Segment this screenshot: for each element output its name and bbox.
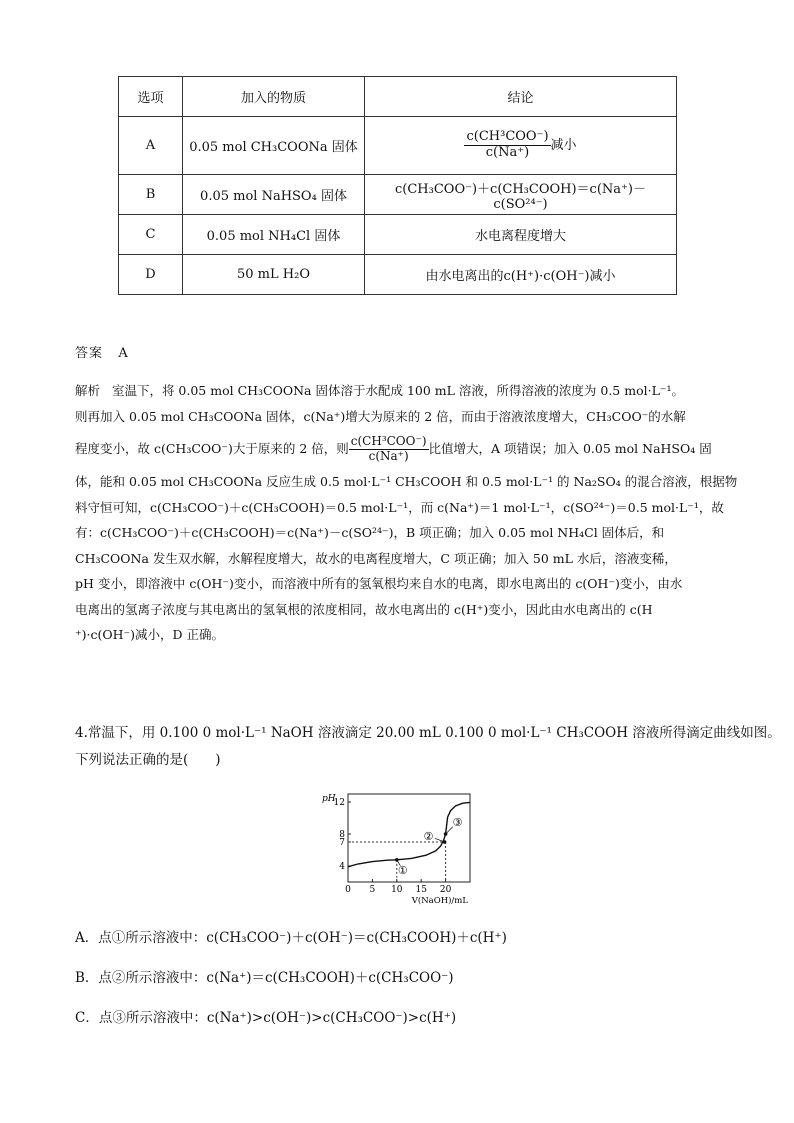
x-tick-label-20: 20 xyxy=(439,885,452,895)
analysis-line-3a: 程度变小，故 c(CH₃COO⁻)大于原来的 2 倍，则 xyxy=(75,441,349,456)
x-tick-label-10: 10 xyxy=(391,885,403,895)
x-tick-label-0: 0 xyxy=(345,885,351,895)
row-b-option: B xyxy=(119,175,183,215)
y-tick-label-4: 4 xyxy=(339,862,345,872)
analysis-line-6: 有：c(CH₃COO⁻)＋c(CH₃COOH)＝c(Na⁺)－c(SO²⁴⁻)，B 项正确；加入 0.05 mol NH₄Cl 固体后，和 xyxy=(75,525,665,540)
ratio-fraction xyxy=(464,130,550,161)
x-tick-label-5: 5 xyxy=(369,885,376,895)
row-b-substance: 0.05 mol NaHSO₄ 固体 xyxy=(183,175,365,215)
point-label-1: ① xyxy=(397,863,408,877)
titration-curve-line xyxy=(348,802,470,866)
row-d-option: D xyxy=(119,255,183,295)
analysis-fraction xyxy=(349,435,429,464)
point-2 xyxy=(443,840,447,844)
header-option: 选项 xyxy=(119,77,183,117)
row-a-conclusion xyxy=(365,117,677,175)
conclusion-suffix: 减小 xyxy=(550,138,577,153)
row-c-conclusion: 水电离程度增大 xyxy=(365,215,677,255)
answer-value: A xyxy=(118,346,129,361)
row-c-option: C xyxy=(119,215,183,255)
answer-label: 答案 xyxy=(75,346,104,361)
options-table xyxy=(118,76,677,295)
analysis-line-1: 室温下，将 0.05 mol CH₃COONa 固体溶于水配成 100 mL 溶液，所得溶液的浓度为 0.5 mol·L⁻¹。 xyxy=(111,383,684,398)
fraction-denominator: c(Na⁺) xyxy=(485,145,530,160)
header-conclusion: 结论 xyxy=(365,77,677,117)
analysis-fraction-denominator: c(Na⁺) xyxy=(368,449,409,463)
analysis-label: 解析 xyxy=(75,383,101,398)
analysis-line-9: 电离出的氢离子浓度与其电离出的氢氧根的浓度相同，故水电离出的 c(H⁺)变小，因此由水电离出的 c(H xyxy=(75,601,653,617)
option-c: C．点③所示溶液中：c(Na⁺)>c(OH⁻)>c(CH₃COO⁻)>c(H⁺) xyxy=(75,1010,457,1026)
option-a: A．点①所示溶液中：c(CH₃COO⁻)＋c(OH⁻)＝c(CH₃COOH)＋c(H⁺) xyxy=(75,930,507,946)
y-tick-label-12: 12 xyxy=(333,798,345,808)
row-d-substance: 50 mL H₂O xyxy=(183,255,365,295)
analysis-block xyxy=(75,378,738,648)
row-a-substance: 0.05 mol CH₃COONa 固体 xyxy=(183,117,365,175)
y-tick-label-7: 7 xyxy=(339,838,345,848)
analysis-line-7: CH₃COONa 发生双水解，水解程度增大，故水的电离程度增大，C 项正确；加入 50 mL 水后，溶液变稀， xyxy=(75,550,677,566)
x-axis-label: V(NaOH)/mL xyxy=(411,896,468,906)
analysis-line-8: pH 变小，即溶液中 c(OH⁻)变小，而溶液中所有的氢氧根均来自水的电离，即水电离出的 c(OH⁻)变小，由水 xyxy=(75,576,683,591)
row-d-conclusion: 由水电离出的c(H⁺)·c(OH⁻)减小 xyxy=(365,255,677,295)
question-4 xyxy=(75,720,781,774)
plot-frame xyxy=(348,794,470,882)
question-4-line-1: 4.常温下，用 0.100 0 mol·L⁻¹ NaOH 溶液滴定 20.00 mL 0.100 0 mol·L⁻¹ CH₃COOH 溶液所得滴定曲线如图。 xyxy=(75,725,781,741)
point-label-2: ② xyxy=(423,830,434,843)
row-c-substance: 0.05 mol NH₄Cl 固体 xyxy=(183,215,365,255)
analysis-line-2: 则再加入 0.05 mol CH₃COONa 固体，c(Na⁺)增大为原来的 2 倍，而由于溶液浓度增大，CH₃COO⁻的水解 xyxy=(75,408,686,424)
fraction-numerator: c(CH³COO⁻) xyxy=(466,129,549,145)
analysis-line-5: 料守恒可知，c(CH₃COO⁻)＋c(CH₃COOH)＝0.5 mol·L⁻¹，而 c(Na⁺)＝1 mol·L⁻¹，c(SO²⁴⁻)＝0.5 mol·L⁻¹，故 xyxy=(75,499,724,515)
point-label-3: ③ xyxy=(452,816,463,829)
x-tick-label-15: 15 xyxy=(415,885,427,895)
answer-line xyxy=(75,342,129,361)
analysis-fraction-numerator: c(CH³COO⁻) xyxy=(350,434,427,449)
question-4-line-2: 下列说法正确的是( ) xyxy=(75,752,221,768)
titration-curve-chart xyxy=(318,786,478,906)
row-a-option: A xyxy=(119,117,183,175)
row-b-conclusion: c(CH₃COO⁻)＋c(CH₃COOH)＝c(Na⁺)－c(SO²⁴⁻) xyxy=(365,175,677,215)
analysis-line-3b: 比值增大，A 项错误；加入 0.05 mol NaHSO₄ 固 xyxy=(428,441,712,456)
y-axis-label: pH xyxy=(322,794,336,804)
point-1 xyxy=(395,858,399,862)
analysis-line-10: ⁺)·c(OH⁻)减小，D 正确。 xyxy=(75,627,224,642)
option-b: B．点②所示溶液中：c(Na⁺)＝c(CH₃COOH)＋c(CH₃COO⁻) xyxy=(75,970,454,986)
header-substance: 加入的物质 xyxy=(183,77,365,117)
analysis-line-4: 体，能和 0.05 mol CH₃COONa 反应生成 0.5 mol·L⁻¹ CH₃COOH 和 0.5 mol·L⁻¹ 的 Na₂SO₄ 的混合溶液，根据物 xyxy=(75,474,738,489)
y-tick-label-8: 8 xyxy=(339,830,345,840)
